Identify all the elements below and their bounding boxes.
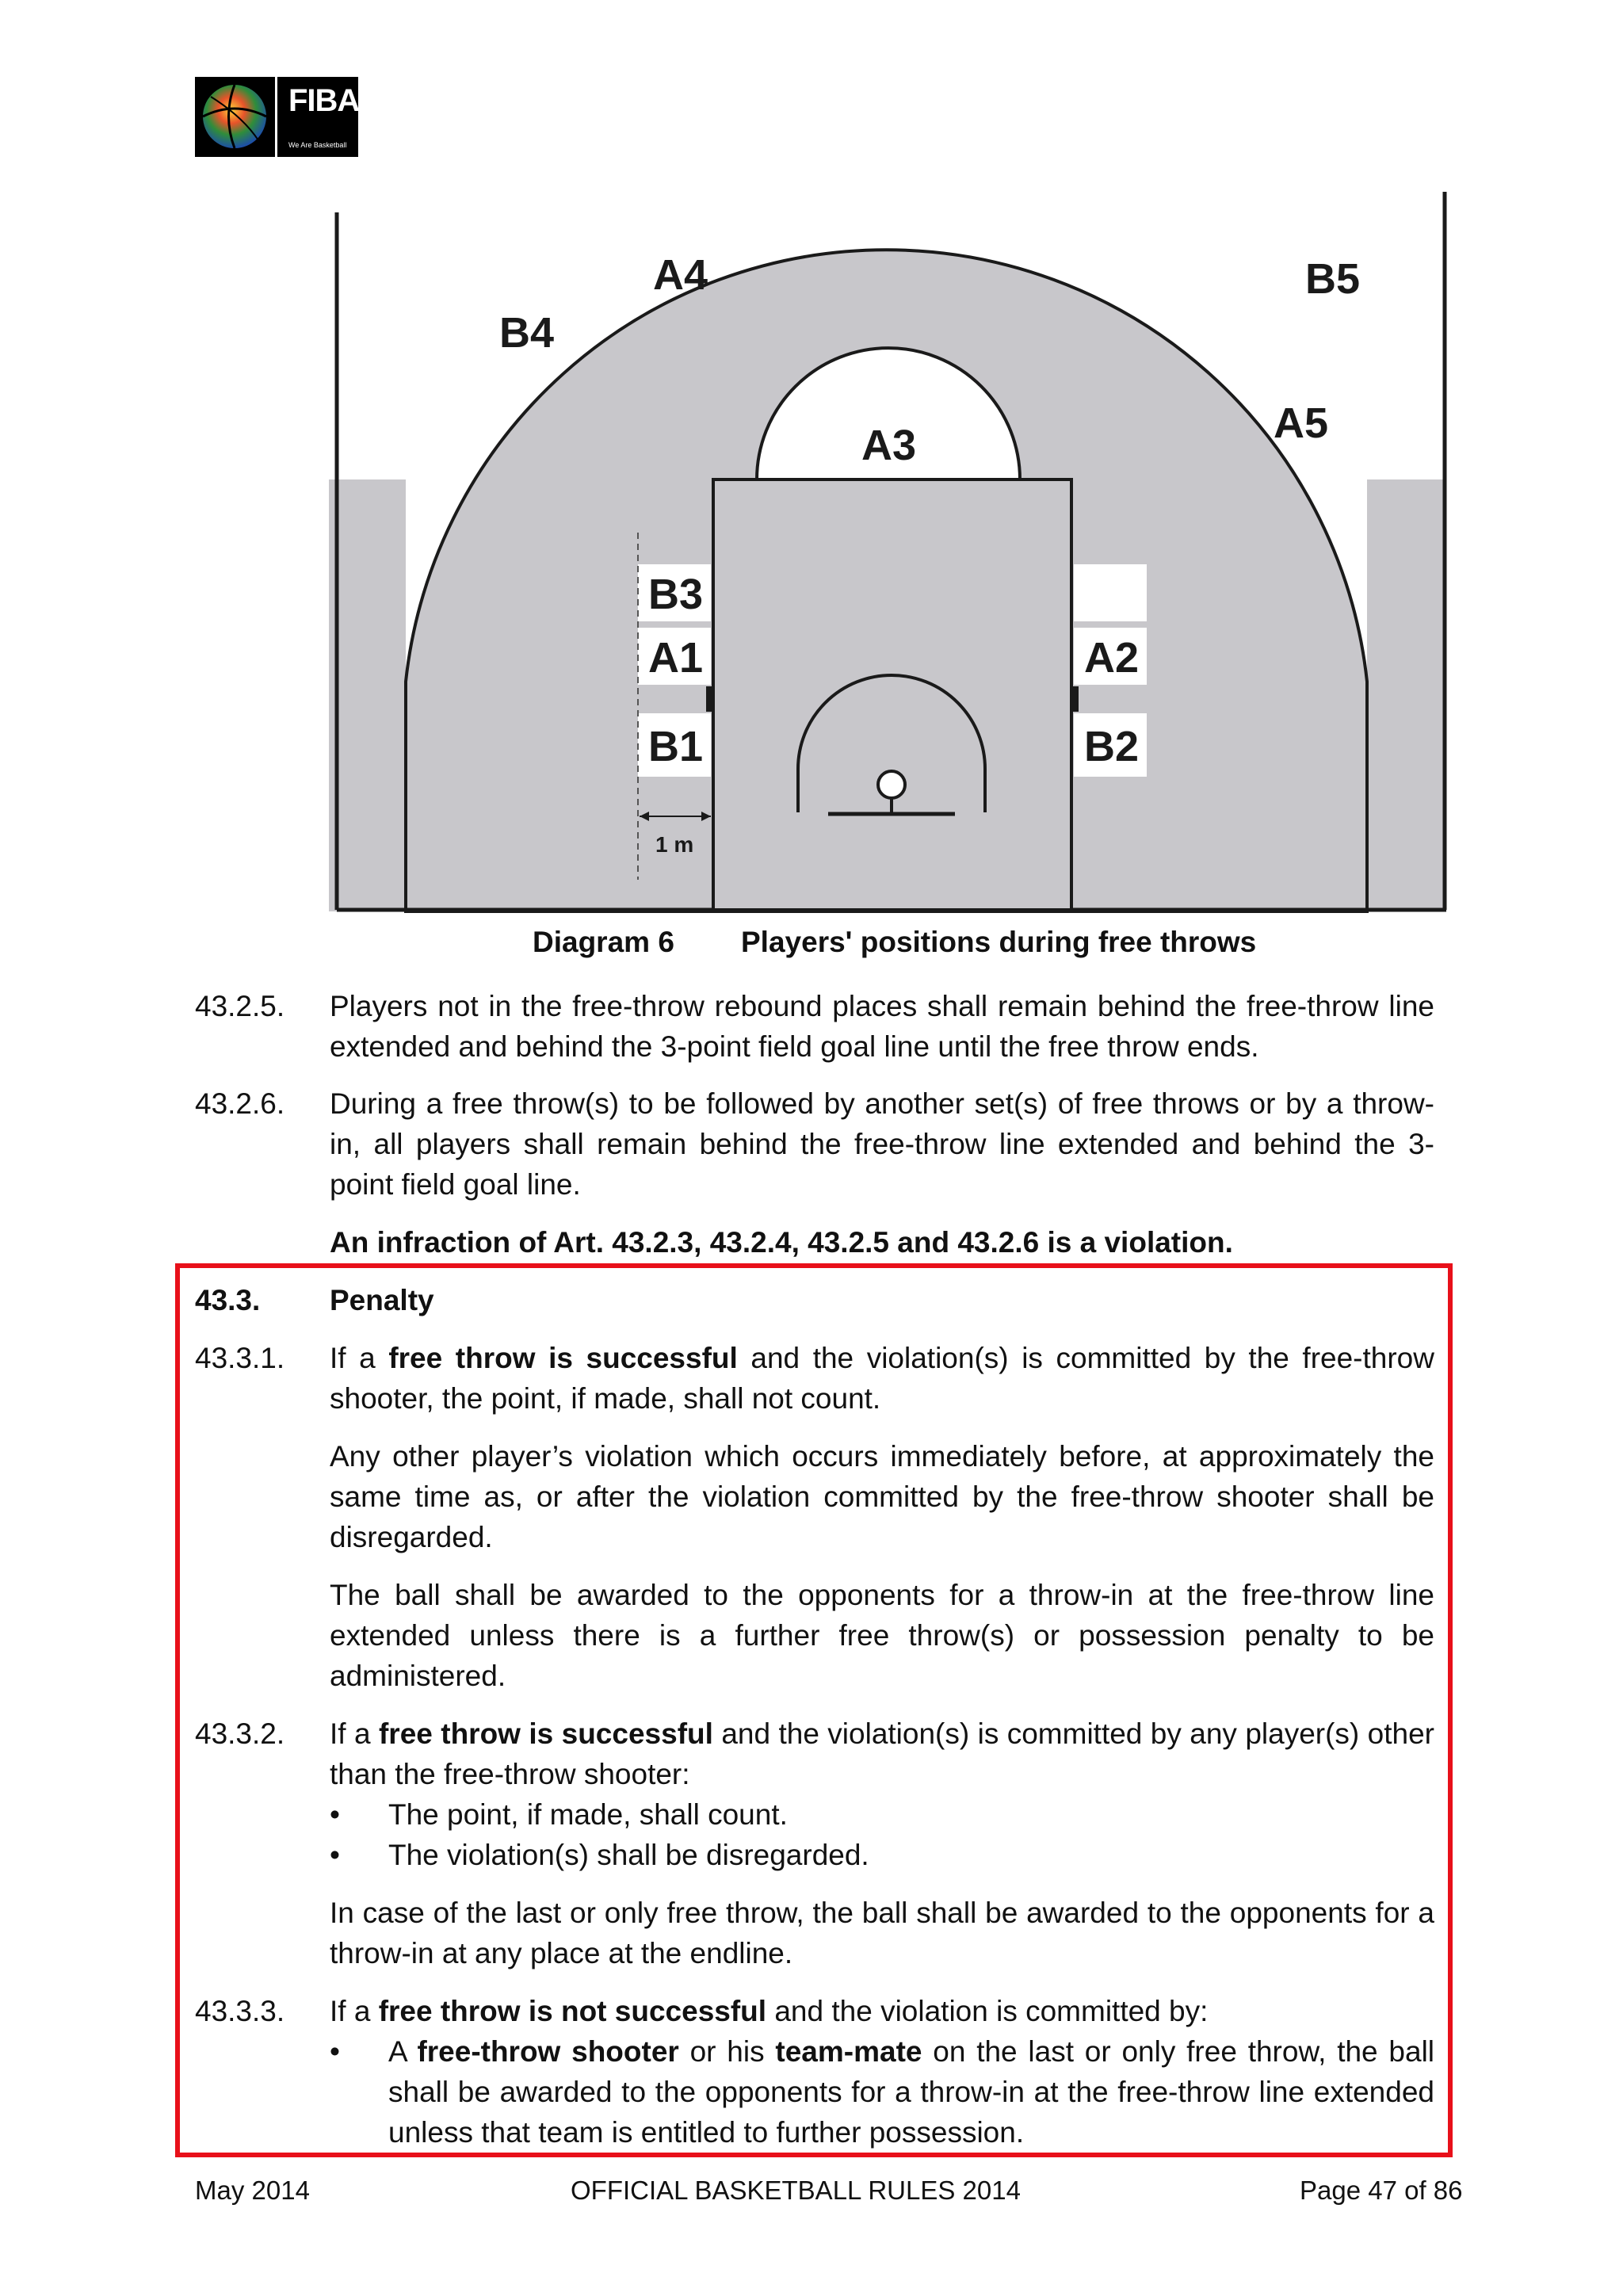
- label-a2: A2: [1084, 634, 1140, 682]
- list-item: The violation(s) shall be disregarded.: [388, 1839, 869, 1871]
- footer-page-number: Page 47 of 86: [1300, 2176, 1463, 2205]
- label-b2: B2: [1084, 723, 1140, 770]
- caption-title: Players' positions during free throws: [741, 926, 1257, 958]
- free-throw-lane: [713, 479, 1071, 910]
- label-a1: A1: [648, 634, 704, 682]
- clause-text: During a free throw(s) to be followed by another set(s) of free throws or by a throw-in, all players shall remain behind the free-throw line extended and behind the 3-point field goal line.: [330, 1087, 1434, 1201]
- clause-number: 43.2.5.: [195, 990, 285, 1022]
- list-item: The point, if made, shall count.: [388, 1798, 788, 1831]
- logo-brand: FIBA: [288, 83, 360, 118]
- infraction-statement: An infraction of Art. 43.2.3, 43.2.4, 43.2.5 and 43.2.6 is a violation.: [330, 1226, 1233, 1259]
- clause-number: 43.3.3.: [195, 1995, 285, 2027]
- clause-paragraph: The ball shall be awarded to the opponents for a throw-in at the free-throw line extended unless there is a further free throw(s) or possession penalty to be administered.: [330, 1579, 1434, 1692]
- bullet-icon: •: [330, 1798, 340, 1831]
- bullet-icon: •: [330, 1839, 340, 1871]
- bullet-icon: •: [330, 2035, 340, 2068]
- clause-text: If a free throw is successful and the violation(s) is committed by any player(s) other than the free-throw shooter:: [330, 1717, 1435, 1790]
- clause-paragraph: In case of the last or only free throw, the ball shall be awarded to the opponents for a throw-in at any place at the endline.: [330, 1897, 1434, 1969]
- clause-paragraph: Any other player’s violation which occurs immediately before, at approximately the same time as, or after the violation committed by the free-throw shooter shall be disregarded.: [330, 1440, 1434, 1553]
- clause-number: 43.3.1.: [195, 1342, 285, 1374]
- label-a5: A5: [1274, 399, 1329, 447]
- court-diagram: [329, 182, 1454, 919]
- clause-text: Players not in the free-throw rebound places shall remain behind the free-throw line extended and behind the 3-point field goal line until the free throw ends.: [330, 990, 1434, 1063]
- clause-text: If a free throw is successful and the violation(s) is committed by the free-throw shooter, the point, if made, shall not count.: [330, 1342, 1434, 1415]
- section-title: Penalty: [330, 1284, 434, 1316]
- label-b1: B1: [648, 723, 704, 770]
- clause-number: 43.2.6.: [195, 1087, 285, 1120]
- label-1m: 1 m: [655, 832, 694, 857]
- label-b3: B3: [648, 571, 704, 618]
- fiba-logo: [195, 77, 358, 157]
- label-b5: B5: [1305, 255, 1361, 303]
- caption-number: Diagram 6: [533, 926, 674, 958]
- label-a3: A3: [861, 422, 917, 469]
- label-a4: A4: [653, 251, 708, 299]
- basket-icon: [878, 771, 905, 798]
- footer-date: May 2014: [195, 2176, 310, 2205]
- clause-number: 43.3.2.: [195, 1717, 285, 1750]
- footer-title: OFFICIAL BASKETBALL RULES 2014: [571, 2176, 1021, 2205]
- list-item: A free-throw shooter or his team-mate on the last or only free throw, the ball shall be awarded to the opponents for a throw-in at the free-throw line extended unless that team is entitled to further possession.: [388, 2035, 1435, 2149]
- section-number: 43.3.: [195, 1284, 261, 1316]
- clause-text: If a free throw is not successful and the violation is committed by:: [330, 1995, 1209, 2027]
- logo-tagline: We Are Basketball: [288, 141, 347, 149]
- label-b4: B4: [499, 309, 555, 357]
- basketball-globe-icon: [195, 77, 275, 157]
